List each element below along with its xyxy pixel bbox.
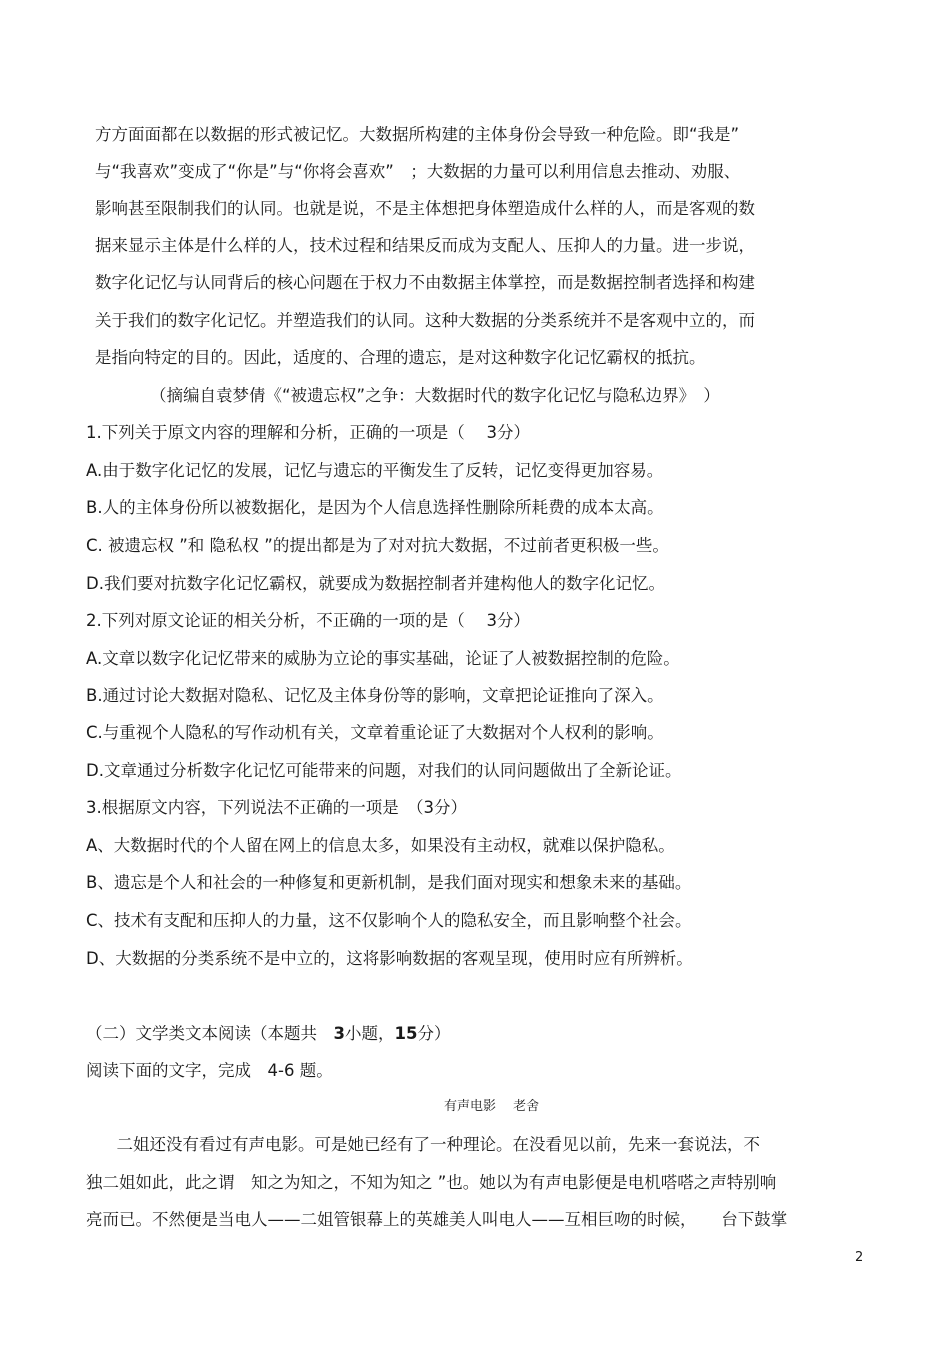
passage-line: 影响甚至限制我们的认同。也就是说，不是主体想把身体塑造成什么样的人，而是客观的数 — [95, 199, 755, 218]
question-option: D、大数据的分类系统不是中立的，这将影响数据的客观呈现，使用时应有所辨析。 — [86, 949, 693, 968]
question-option: C. 被遗忘权 ”和 隐私权 ”的提出都是为了对对抗大数据，不过前者更积极一些。 — [86, 536, 669, 555]
section-heading-text: （二）文学类文本阅读（本题共 — [86, 1024, 334, 1043]
section-heading — [86, 1023, 450, 1045]
section-heading-text: 分） — [417, 1024, 451, 1043]
section-instruction: 阅读下面的文字，完成 4-6 题。 — [86, 1061, 333, 1080]
question-option: B.通过讨论大数据对隐私、记忆及主体身份等的影响，文章把论证推向了深入。 — [86, 686, 664, 705]
question-option: A、大数据时代的个人留在网上的信息太多，如果没有主动权，就难以保护隐私。 — [86, 836, 675, 855]
question-option: C.与重视个人隐私的写作动机有关，文章着重论证了大数据对个人权利的影响。 — [86, 723, 664, 742]
question-option: D.文章通过分析数字化记忆可能带来的问题，对我们的认同问题做出了全新论证。 — [86, 761, 682, 780]
question-option: C、技术有支配和压抑人的力量，这不仅影响个人的隐私安全，而且影响整个社会。 — [86, 911, 692, 930]
question-option: A.由于数字化记忆的发展，记忆与遗忘的平衡发生了反转，记忆变得更加容易。 — [86, 461, 664, 480]
question-stem: 3.根据原文内容，下列说法不正确的一项是 （3分） — [86, 798, 467, 817]
passage-line: 关于我们的数字化记忆。并塑造我们的认同。这种大数据的分类系统并不是客观中立的，而 — [95, 311, 755, 330]
story-line: 二姐还没有看过有声电影。可是她已经有了一种理论。在没看见以前，先来一套说法，不 — [100, 1135, 760, 1154]
story-title: 有声电影 老舍 — [444, 1099, 540, 1114]
passage-line: 数字化记忆与认同背后的核心问题在于权力不由数据主体掌控，而是数据控制者选择和构建 — [95, 273, 755, 292]
passage-line: 据来显示主体是什么样的人，技术过程和结果反而成为支配人、压抑人的力量。进一步说， — [95, 236, 755, 255]
source-note: （摘编自袁梦倩《“被遗忘权”之争：大数据时代的数字化记忆与隐私边界》 ） — [150, 386, 720, 405]
question-option: B、遗忘是个人和社会的一种修复和更新机制，是我们面对现实和想象未来的基础。 — [86, 873, 692, 892]
question-stem: 1.下列关于原文内容的理解和分析，正确的一项是（ 3分） — [86, 423, 530, 442]
question-option: B.人的主体身份所以被数据化，是因为个人信息选择性删除所耗费的成本太高。 — [86, 498, 664, 517]
section-heading-text: 小题， — [344, 1024, 395, 1043]
story-line: 独二姐如此，此之谓 知之为知之，不知为知之 ”也。她以为有声电影便是电机嗒嗒之声特别响 — [86, 1173, 777, 1192]
question-option: D.我们要对抗数字化记忆霸权，就要成为数据控制者并建构他人的数字化记忆。 — [86, 574, 665, 593]
question-count: 3 — [333, 1024, 345, 1043]
passage-line: 与“我喜欢”变成了“你是”与“你将会喜欢” ；大数据的力量可以利用信息去推动、劝服、 — [95, 162, 741, 181]
page-number: 2 — [855, 1250, 864, 1265]
question-option: A.文章以数字化记忆带来的威胁为立论的事实基础，论证了人被数据控制的危险。 — [86, 649, 680, 668]
passage-line: 方方面面都在以数据的形式被记忆。大数据所构建的主体身份会导致一种危险。即“我是” — [95, 125, 740, 144]
score-total: 15 — [394, 1024, 418, 1043]
story-line: 亮而已。不然便是当电人——二姐管银幕上的英雄美人叫电人——互相巨吻的时候， 台下鼓掌 — [86, 1210, 788, 1229]
question-stem: 2.下列对原文论证的相关分析，不正确的一项的是（ 3分） — [86, 611, 530, 630]
passage-line: 是指向特定的目的。因此，适度的、合理的遗忘，是对这种数字化记忆霸权的抵抗。 — [95, 348, 706, 367]
